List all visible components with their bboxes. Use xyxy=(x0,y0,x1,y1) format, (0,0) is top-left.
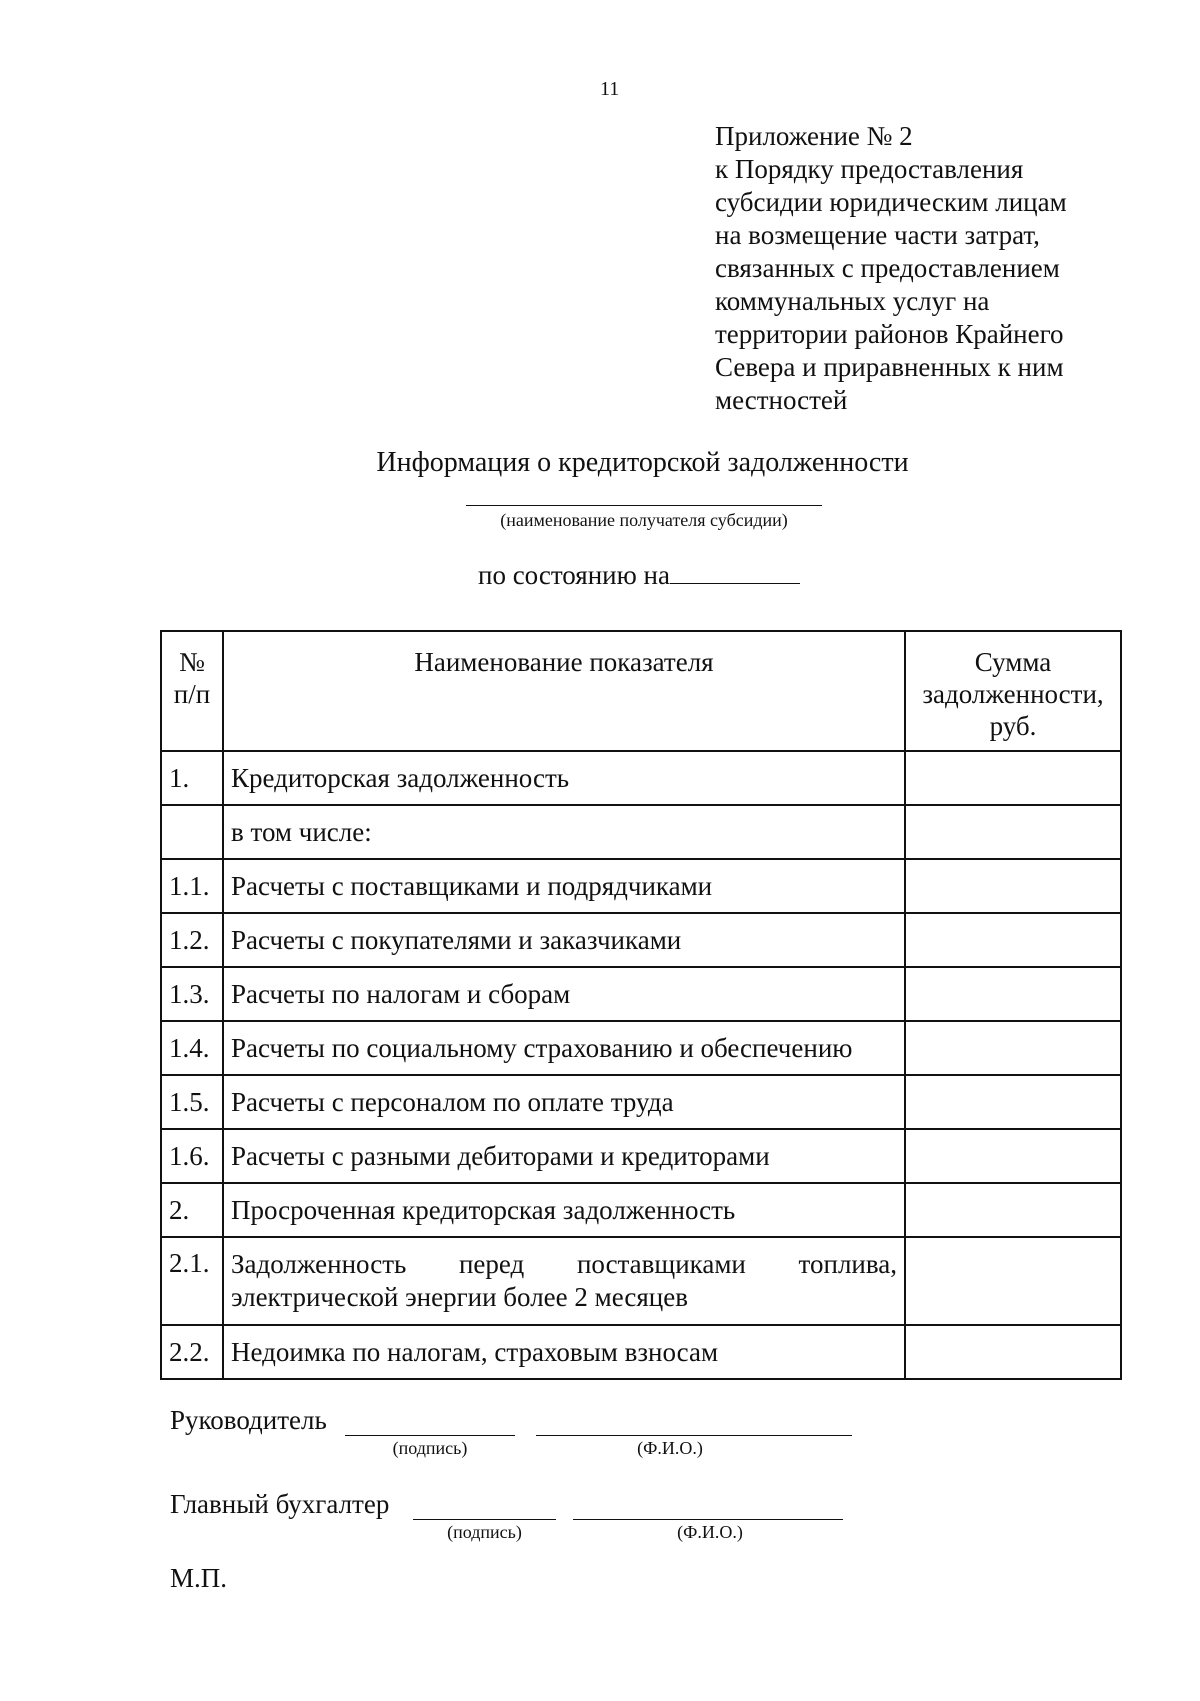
table-row xyxy=(161,805,1121,859)
appendix-line: на возмещение части затрат, xyxy=(715,220,1040,250)
row-indicator-name: Расчеты с разными дебиторами и кредиторами xyxy=(223,1129,905,1183)
row-number: 2. xyxy=(161,1183,223,1237)
row-indicator-name: Кредиторская задолженность xyxy=(223,751,905,805)
row-number: 1.6. xyxy=(161,1129,223,1183)
appendix-heading xyxy=(715,120,1185,417)
accountant-signature-caption: (подпись) xyxy=(447,1522,522,1542)
row-amount-cell[interactable] xyxy=(905,1021,1121,1075)
as-of-label: по состоянию на xyxy=(478,560,670,590)
row-indicator-name: Расчеты с покупателями и заказчиками xyxy=(223,913,905,967)
table-row xyxy=(161,1075,1121,1129)
appendix-line: субсидии юридическим лицам xyxy=(715,187,1067,217)
accountant-signature-field[interactable] xyxy=(413,1519,556,1520)
row-amount-cell[interactable] xyxy=(905,805,1121,859)
row-amount-cell[interactable] xyxy=(905,1129,1121,1183)
row-number: 2.1. xyxy=(161,1237,223,1325)
table-row xyxy=(161,751,1121,805)
head-name-caption: (Ф.И.О.) xyxy=(637,1438,703,1458)
table-row xyxy=(161,967,1121,1021)
row-number: 1.2. xyxy=(161,913,223,967)
header-number: № п/п xyxy=(161,631,223,751)
table-row xyxy=(161,1237,1121,1325)
header-indicator-name: Наименование показателя xyxy=(223,631,905,751)
page-number: 11 xyxy=(600,78,620,100)
table-row xyxy=(161,1129,1121,1183)
accountant-signature-label: Главный бухгалтер xyxy=(170,1489,390,1519)
head-signature-field[interactable] xyxy=(345,1435,515,1436)
row-amount-cell[interactable] xyxy=(905,1237,1121,1325)
row-indicator-name: Расчеты с персоналом по оплате труда xyxy=(223,1075,905,1129)
row-amount-cell[interactable] xyxy=(905,1325,1121,1379)
recipient-name-field[interactable] xyxy=(466,505,822,506)
row-number: 1.1. xyxy=(161,859,223,913)
row-amount-cell[interactable] xyxy=(905,751,1121,805)
row-number: 1.3. xyxy=(161,967,223,1021)
head-signature-label: Руководитель xyxy=(170,1405,327,1435)
as-of-date-field[interactable] xyxy=(670,557,800,584)
row-number: 1.5. xyxy=(161,1075,223,1129)
table-row xyxy=(161,1021,1121,1075)
document-title: Информация о кредиторской задолженности xyxy=(376,447,909,478)
row-indicator-name: в том числе: xyxy=(223,805,905,859)
row-indicator-name: Недоимка по налогам, страховым взносам xyxy=(223,1325,905,1379)
row-number: 1.4. xyxy=(161,1021,223,1075)
row-amount-cell[interactable] xyxy=(905,913,1121,967)
table-row xyxy=(161,1325,1121,1379)
accountant-name-field[interactable] xyxy=(573,1519,843,1520)
header-debt-amount: Сумма задолженности, руб. xyxy=(905,631,1121,751)
row-indicator-name: Просроченная кредиторская задолженность xyxy=(223,1183,905,1237)
table-row xyxy=(161,859,1121,913)
head-signature-caption: (подпись) xyxy=(392,1438,468,1458)
appendix-line: местностей xyxy=(715,385,848,415)
row-number: 1. xyxy=(161,751,223,805)
table-row xyxy=(161,913,1121,967)
recipient-caption: (наименование получателя субсидии) xyxy=(500,510,788,530)
appendix-line: связанных с предоставлением xyxy=(715,253,1060,283)
row-number xyxy=(161,805,223,859)
table-header-row xyxy=(161,631,1121,751)
table-row xyxy=(161,1183,1121,1237)
accountant-name-caption: (Ф.И.О.) xyxy=(677,1522,743,1542)
row-amount-cell[interactable] xyxy=(905,1183,1121,1237)
row-amount-cell[interactable] xyxy=(905,859,1121,913)
row-number: 2.2. xyxy=(161,1325,223,1379)
row-indicator-name: Расчеты по социальному страхованию и обеспечению xyxy=(223,1021,905,1075)
appendix-line: к Порядку предоставления xyxy=(715,154,1024,184)
head-name-field[interactable] xyxy=(536,1435,852,1436)
stamp-place-label: М.П. xyxy=(170,1563,228,1593)
appendix-line: Севера и приравненных к ним xyxy=(715,352,1064,382)
row-amount-cell[interactable] xyxy=(905,967,1121,1021)
appendix-line: территории районов Крайнего xyxy=(715,319,1064,349)
row-amount-cell[interactable] xyxy=(905,1075,1121,1129)
row-indicator-name: Расчеты по налогам и сборам xyxy=(223,967,905,1021)
as-of-date xyxy=(478,557,800,591)
appendix-line: Приложение № 2 xyxy=(715,121,913,151)
appendix-line: коммунальных услуг на xyxy=(715,286,990,316)
debt-table xyxy=(160,630,1122,1380)
row-indicator-name: Задолженность перед поставщиками топлива, электрической энергии более 2 месяцев xyxy=(223,1237,905,1325)
row-indicator-name: Расчеты с поставщиками и подрядчиками xyxy=(223,859,905,913)
